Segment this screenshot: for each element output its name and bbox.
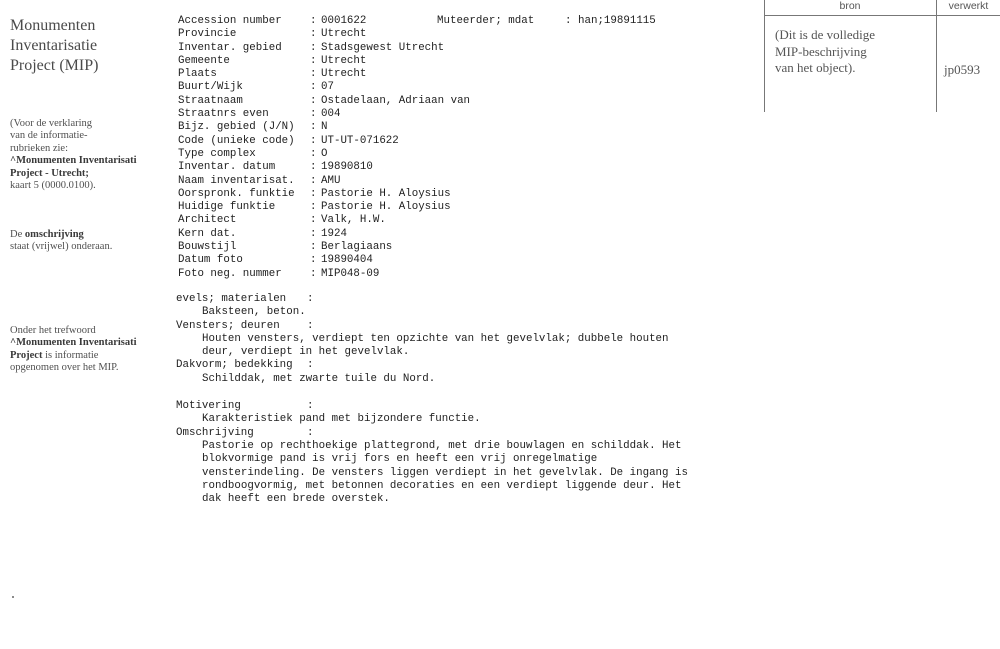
field-label: Inventar. datum bbox=[178, 161, 276, 174]
section-text-line: Baksteen, beton. bbox=[202, 306, 306, 319]
record-fields bbox=[178, 15, 638, 281]
field-row bbox=[178, 28, 638, 41]
field-row bbox=[178, 108, 638, 121]
field-row bbox=[178, 268, 638, 281]
field-value: Pastorie H. Aloysius bbox=[321, 201, 451, 214]
note-suffix: is informatie bbox=[42, 349, 99, 361]
field-value: Utrecht bbox=[321, 54, 367, 67]
field-row bbox=[178, 135, 638, 148]
note-line bbox=[10, 350, 137, 362]
field-value: N bbox=[321, 121, 328, 134]
field-separator: : bbox=[307, 293, 314, 305]
note-line: staat (vrijwel) onderaan. bbox=[10, 241, 113, 253]
field-separator: : bbox=[307, 319, 314, 332]
field-separator: : bbox=[310, 54, 317, 67]
record-sections bbox=[176, 293, 736, 506]
field-value: Ostadelaan, Adriaan van bbox=[321, 94, 471, 107]
collection-title-line: Monumenten bbox=[10, 17, 96, 34]
field-separator: : bbox=[310, 214, 317, 227]
field-label: Datum foto bbox=[178, 254, 243, 267]
field-value: 0001622 bbox=[321, 15, 367, 27]
note-bold-text: ^Monumenten Inventarisati bbox=[10, 337, 137, 349]
field-label: Architect bbox=[178, 214, 237, 227]
source-description bbox=[775, 27, 875, 77]
field-label: Code (unieke code) bbox=[178, 134, 295, 147]
field-value: 004 bbox=[321, 108, 341, 121]
field-value: AMU bbox=[321, 174, 341, 187]
note-bold-text: Project bbox=[10, 349, 43, 361]
field-value: O bbox=[321, 147, 328, 160]
field-label: Oorspronk. funktie bbox=[178, 187, 295, 200]
field-separator: : bbox=[310, 161, 317, 174]
source-description-line: MIP-beschrijving bbox=[775, 43, 867, 59]
record-section bbox=[176, 400, 736, 427]
field-value: 19890810 bbox=[321, 161, 373, 174]
section-text-line: rondboogvormig, met betonnen decoraties en een verdiept liggende deur. Het bbox=[202, 479, 682, 492]
note-bold-text: ^Monumenten Inventarisati bbox=[10, 155, 137, 167]
section-gap bbox=[176, 386, 736, 400]
field-separator: : bbox=[310, 94, 317, 107]
section-text-line: Schilddak, met zwarte tuile du Nord. bbox=[202, 372, 436, 385]
note-line: rubrieken zie: bbox=[10, 142, 69, 154]
section-text-line: deur, verdiept in het gevelvlak. bbox=[202, 346, 410, 359]
field-label: Provincie bbox=[178, 28, 237, 41]
field-row bbox=[178, 241, 638, 254]
field-row bbox=[178, 175, 638, 188]
field-separator: : bbox=[310, 41, 317, 54]
box-divider bbox=[936, 0, 937, 112]
section-heading bbox=[176, 427, 736, 440]
section-body bbox=[176, 413, 736, 426]
field-separator: : bbox=[310, 28, 317, 41]
section-group-materials bbox=[176, 293, 736, 386]
field-label: Naam inventarisat. bbox=[178, 174, 295, 187]
field-value: 19890404 bbox=[321, 254, 373, 267]
field-separator: : bbox=[310, 267, 317, 280]
field-row bbox=[178, 15, 638, 28]
field-value: Utrecht bbox=[321, 28, 367, 41]
note-bold-text: omschrijving bbox=[24, 229, 84, 240]
record-section bbox=[176, 359, 736, 386]
record-section bbox=[176, 320, 736, 360]
column-header-verwerkt: verwerkt bbox=[948, 0, 989, 12]
legend-reference-note bbox=[10, 118, 137, 192]
mip-info-note bbox=[10, 325, 137, 375]
field-label: Inventar. gebied bbox=[178, 41, 282, 54]
section-body bbox=[176, 306, 736, 319]
field-separator: : bbox=[310, 121, 317, 134]
field-separator: : bbox=[310, 174, 317, 187]
section-text-line: Houten vensters, verdiept ten opzichte van het gevelvlak; dubbele houten bbox=[202, 332, 669, 345]
source-description-line: (Dit is de volledige bbox=[775, 27, 876, 42]
field-value: Utrecht bbox=[321, 68, 367, 81]
field-row bbox=[178, 201, 638, 214]
note-line bbox=[10, 229, 112, 241]
column-header-bron: bron bbox=[839, 0, 861, 12]
collection-title-line: Project (MIP) bbox=[10, 57, 99, 74]
section-text-line: blokvormige pand is vrij fors en heeft een vrij onregelmatige bbox=[202, 453, 598, 466]
field-separator: : bbox=[310, 227, 317, 240]
section-label: Dakvorm; bedekking bbox=[176, 359, 293, 372]
field-label: Type complex bbox=[178, 147, 256, 160]
field-separator: : bbox=[310, 254, 317, 267]
field-value: Berlagiaans bbox=[321, 241, 393, 254]
field-value: 07 bbox=[321, 81, 334, 94]
field-label: Muteerder; mdat bbox=[437, 15, 535, 27]
section-text-line: dak heeft een brede overstek. bbox=[202, 493, 390, 506]
field-separator: : bbox=[307, 426, 314, 439]
field-label: Buurt/Wijk bbox=[178, 81, 243, 94]
field-row bbox=[178, 42, 638, 55]
field-label: Gemeente bbox=[178, 54, 230, 67]
field-separator: : bbox=[310, 15, 317, 27]
note-line-bold bbox=[10, 155, 137, 167]
section-label: evels; materialen bbox=[176, 293, 287, 305]
note-line: (Voor de verklaring bbox=[10, 118, 93, 129]
collection-title bbox=[10, 16, 160, 76]
field-row bbox=[178, 148, 638, 161]
section-heading bbox=[176, 320, 736, 333]
field-row bbox=[178, 214, 638, 227]
field-row bbox=[178, 254, 638, 267]
note-line-bold bbox=[10, 168, 137, 180]
scan-speck bbox=[12, 596, 14, 598]
field-row bbox=[178, 95, 638, 108]
note-bold-text: Project - Utrecht; bbox=[10, 167, 89, 179]
processed-code: jp0593 bbox=[944, 62, 981, 77]
field-label: Straatnaam bbox=[178, 94, 243, 107]
field-value: Pastorie H. Aloysius bbox=[321, 187, 451, 200]
note-line: van de informatie- bbox=[10, 130, 88, 142]
field-separator: : bbox=[565, 15, 572, 27]
field-separator: : bbox=[310, 68, 317, 81]
section-body bbox=[176, 440, 736, 506]
box-divider bbox=[764, 0, 765, 112]
record-section bbox=[176, 293, 736, 320]
field-separator: : bbox=[310, 108, 317, 121]
section-heading bbox=[176, 293, 736, 306]
description-location-note bbox=[10, 229, 112, 254]
section-body bbox=[176, 333, 736, 360]
note-prefix: De bbox=[10, 229, 25, 240]
section-heading bbox=[176, 359, 736, 372]
field-label: Accession number bbox=[178, 15, 282, 27]
source-reference-box bbox=[764, 0, 1000, 112]
field-value: Valk, H.W. bbox=[321, 214, 386, 227]
field-label: Bijz. gebied (J/N) bbox=[178, 121, 295, 134]
field-row bbox=[178, 55, 638, 68]
record-section bbox=[176, 427, 736, 507]
field-label: Huidige funktie bbox=[178, 201, 276, 214]
field-value: han;19891115 bbox=[578, 15, 656, 27]
left-column bbox=[10, 16, 160, 374]
section-label: Motivering bbox=[176, 400, 241, 413]
field-separator: : bbox=[310, 81, 317, 94]
section-body bbox=[176, 373, 736, 386]
field-row bbox=[178, 228, 638, 241]
field-value: Stadsgewest Utrecht bbox=[321, 41, 445, 54]
field-label: Foto neg. nummer bbox=[178, 267, 282, 280]
section-text-line: vensterindeling. De vensters liggen verdiept in het gevelvlak. De ingang is bbox=[202, 466, 688, 479]
source-description-line: van het object). bbox=[775, 60, 856, 75]
field-row bbox=[178, 81, 638, 94]
field-label: Plaats bbox=[178, 68, 217, 81]
field-label: Straatnrs even bbox=[178, 108, 269, 121]
note-line: kaart 5 (0000.0100). bbox=[10, 180, 96, 192]
field-value: UT-UT-071622 bbox=[321, 134, 399, 147]
section-text-line: Karakteristiek pand met bijzondere functie. bbox=[202, 413, 481, 426]
field-separator: : bbox=[310, 241, 317, 254]
field-row bbox=[178, 68, 638, 81]
field-row bbox=[178, 121, 638, 134]
field-separator: : bbox=[310, 147, 317, 160]
field-label: Bouwstijl bbox=[178, 241, 237, 254]
section-heading bbox=[176, 400, 736, 413]
field-label: Kern dat. bbox=[178, 227, 237, 240]
note-line: Onder het trefwoord bbox=[10, 325, 96, 336]
field-value: MIP048-09 bbox=[321, 267, 380, 280]
field-separator: : bbox=[307, 400, 314, 413]
section-label: Omschrijving bbox=[176, 426, 254, 439]
note-line-bold bbox=[10, 337, 137, 349]
field-separator: : bbox=[307, 359, 314, 372]
field-row bbox=[178, 188, 638, 201]
collection-title-line: Inventarisatie bbox=[10, 37, 98, 54]
field-separator: : bbox=[310, 201, 317, 214]
box-divider bbox=[764, 15, 1000, 16]
section-group-description bbox=[176, 400, 736, 506]
field-separator: : bbox=[310, 187, 317, 200]
note-line: opgenomen over het MIP. bbox=[10, 362, 119, 374]
section-label: Vensters; deuren bbox=[176, 319, 280, 332]
field-separator: : bbox=[310, 134, 317, 147]
section-text-line: Pastorie op rechthoekige plattegrond, met drie bouwlagen en schilddak. Het bbox=[202, 439, 682, 452]
field-row bbox=[178, 161, 638, 174]
field-value: 1924 bbox=[321, 227, 347, 240]
